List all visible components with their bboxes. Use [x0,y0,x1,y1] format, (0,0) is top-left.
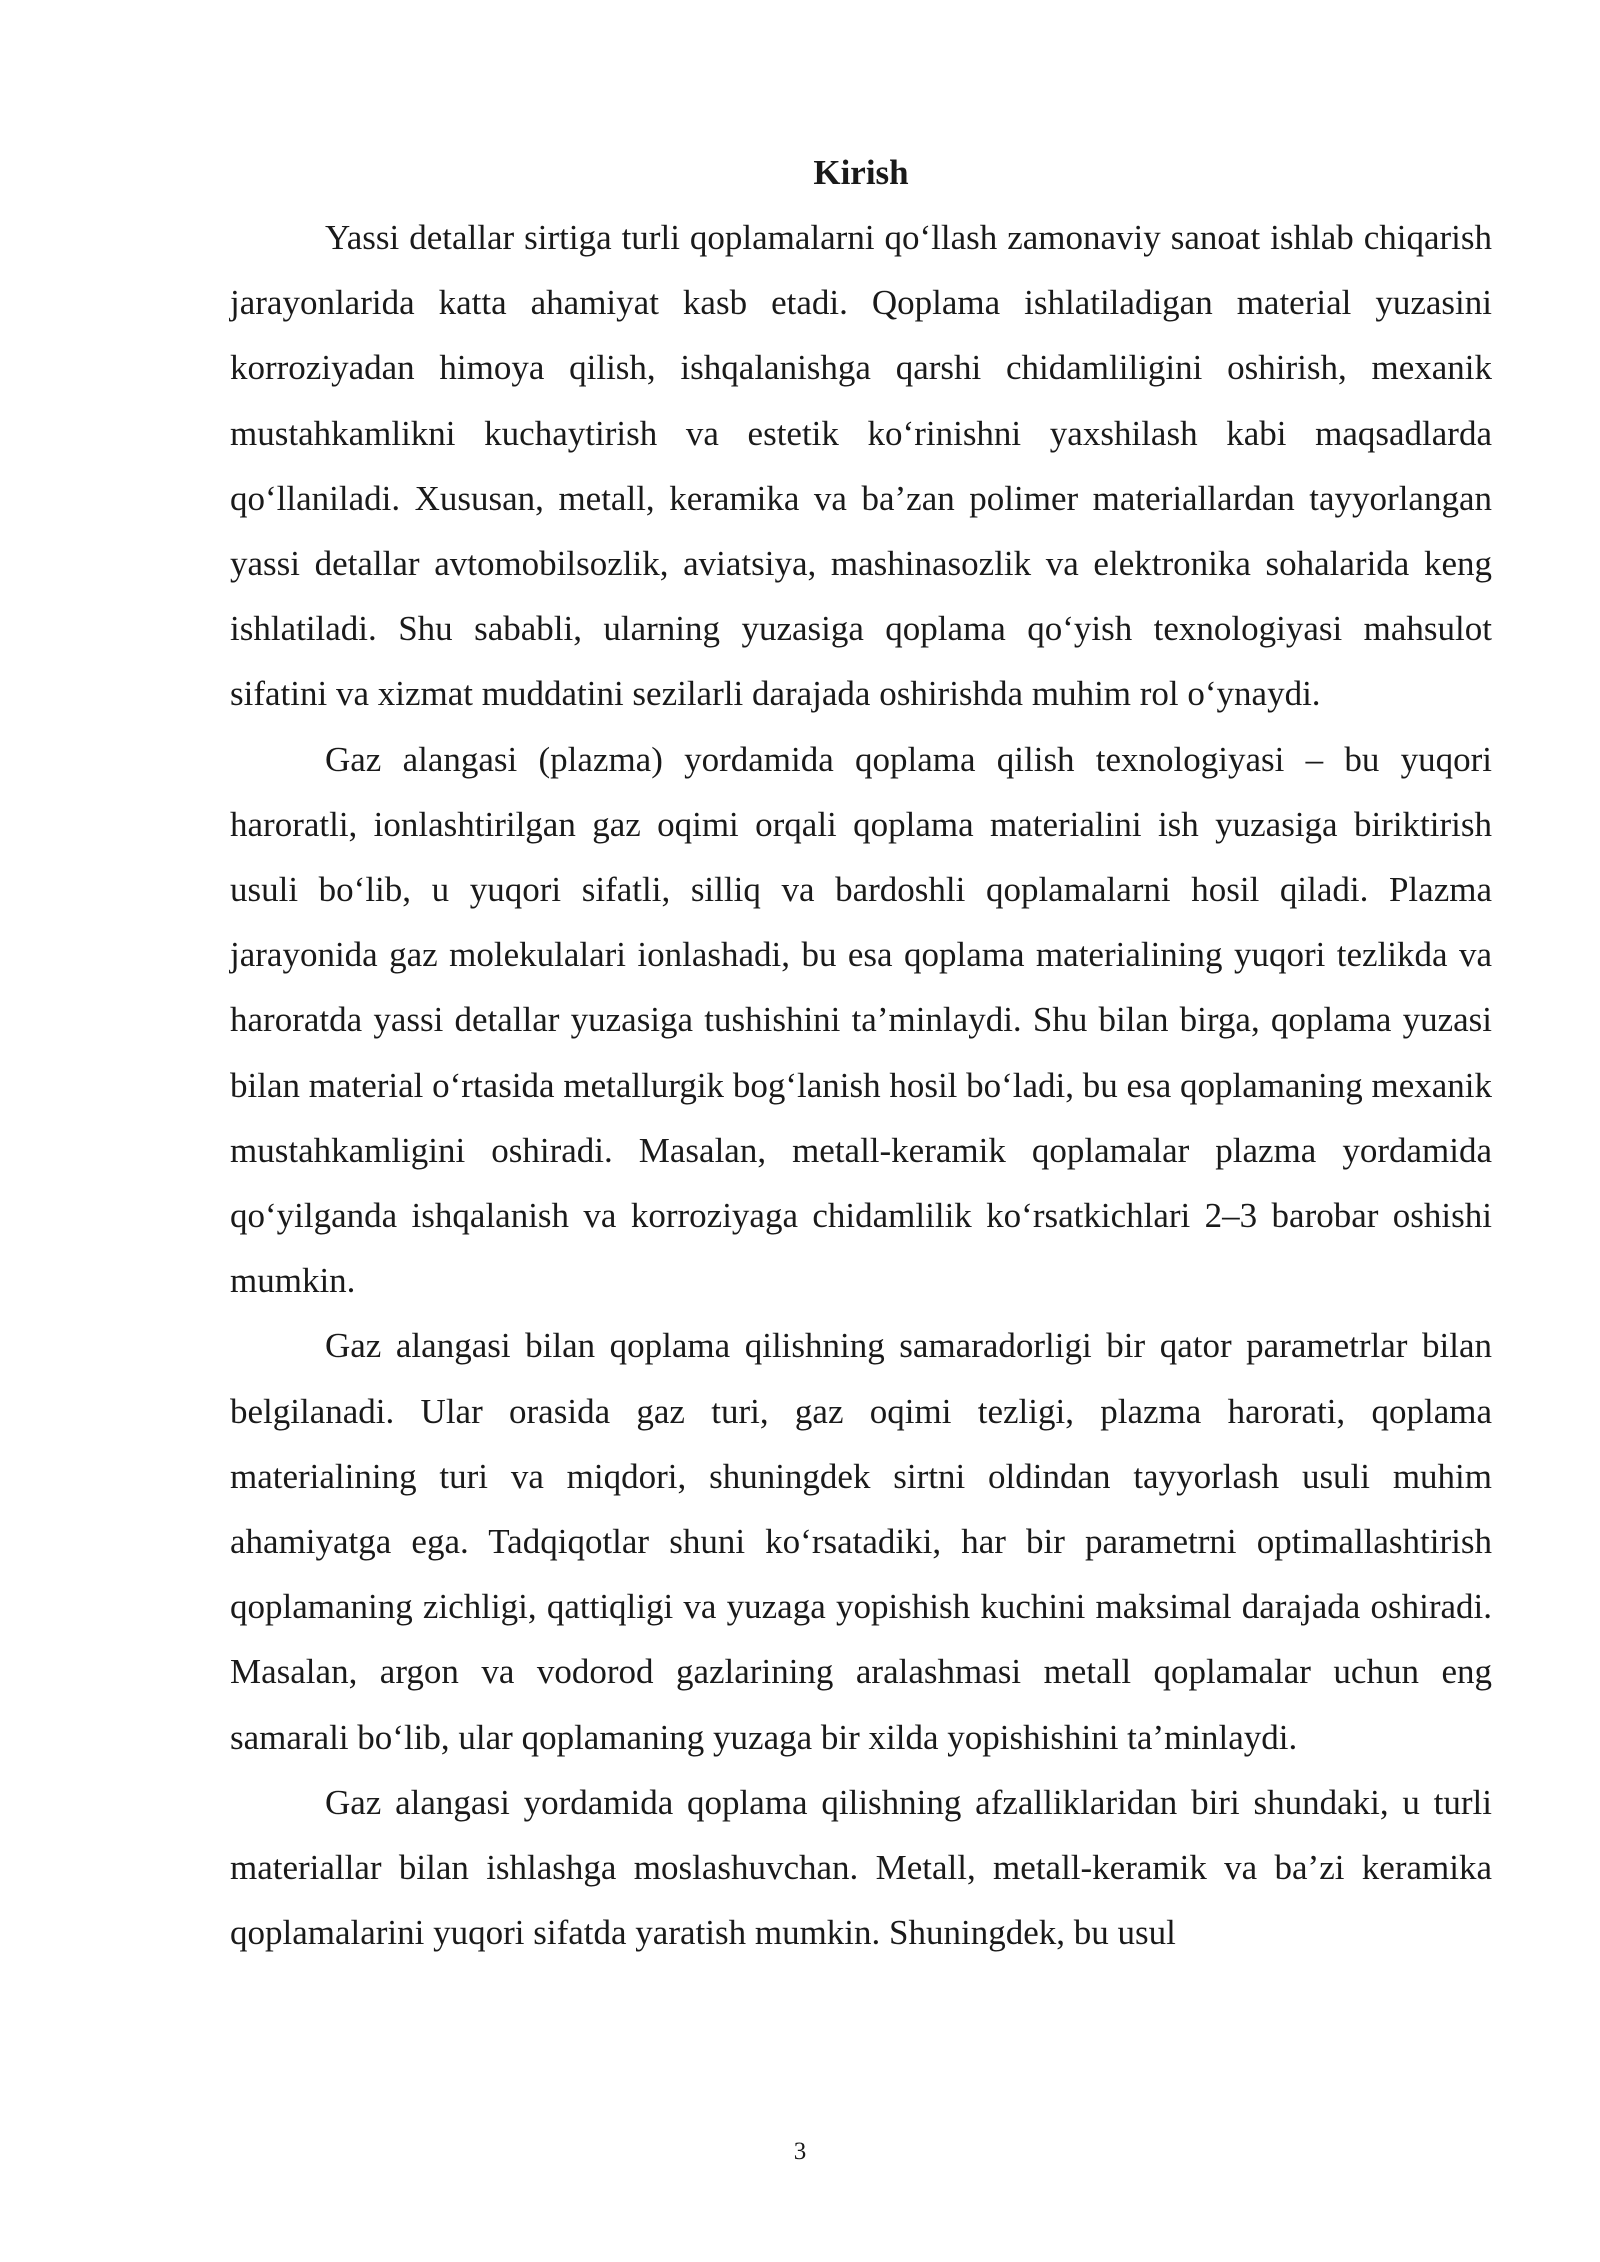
section-title: Kirish [813,153,909,192]
paragraph-2: Gaz alangasi (plazma) yordamida qoplama qilish texnologiyasi – bu yuqori haroratli, ionlashtirilgan gaz oqimi orqali qoplama materialini ish yuzasiga biriktirish usuli bo‘lib, u yuqori sifatli, silliq va bardoshli qoplamalarni hosil qiladi. Plazma jarayonida gaz molekulalari ionlashadi, bu esa qoplama materialining yuqori tezlikda va haroratda yassi detallar yuzasiga tushishini ta’minlaydi. Shu bilan birga, qoplama yuzasi bilan material o‘rtasida metallurgik bog‘lanish hosil bo‘ladi, bu esa qoplamaning mexanik mustahkamligini oshiradi. Masalan, metall-keramik qoplamalar plazma yordamida qo‘yilganda ishqalanish va korroziyaga chidamlilik ko‘rsatkichlari 2–3 barobar oshishi mumkin. [230,739,1492,1301]
paragraph-4: Gaz alangasi yordamida qoplama qilishning afzalliklaridan biri shundaki, u turli materiallar bilan ishlashga moslashuvchan. Metall, metall-keramik va ba’zi keramika qoplamalarini yuqori sifatda yaratish mumkin. Shuningdek, bu usul [230,1782,1492,1953]
document-page [230,140,1492,1965]
page-number: 3 [793,2138,807,2165]
paragraph-1: Yassi detallar sirtiga turli qoplamalarni qo‘llash zamonaviy sanoat ishlab chiqarish jarayonlarida katta ahamiyat kasb etadi. Qoplama ishlatiladigan material yuzasini korroziyadan himoya qilish, ishqalanishga qarshi chidamliligini oshirish, mexanik mustahkamlikni kuchaytirish va estetik ko‘rinishni yaxshilash kabi maqsadlarda qo‘llaniladi. Xususan, metall, keramika va ba’zan polimer materiallardan tayyorlangan yassi detallar avtomobilsozlik, aviatsiya, mashinasozlik va elektronika sohalarida keng ishlatiladi. Shu sababli, ularning yuzasiga qoplama qo‘yish texnologiyasi mahsulot sifatini va xizmat muddatini sezilarli darajada oshirishda muhim rol o‘ynaydi. [230,218,1492,714]
paragraph-3: Gaz alangasi bilan qoplama qilishning samaradorligi bir qator parametrlar bilan belgilanadi. Ular orasida gaz turi, gaz oqimi tezligi, plazma harorati, qoplama materialining turi va miqdori, shuningdek sirtni oldindan tayyorlash usuli muhim ahamiyatga ega. Tadqiqotlar shuni ko‘rsatadiki, har bir parametrni optimallashtirish qoplamaning zichligi, qattiqligi va yuzaga yopishish kuchini maksimal darajada oshiradi. Masalan, argon va vodorod gazlarining aralashmasi metall qoplamalar uchun eng samarali bo‘lib, ular qoplamaning yuzaga bir xilda yopishishini ta’minlaydi. [230,1326,1492,1757]
